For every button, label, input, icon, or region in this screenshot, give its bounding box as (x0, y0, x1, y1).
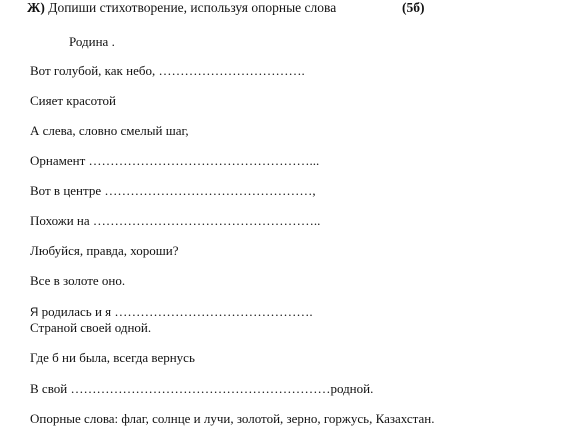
poem-line-2: Сияет красотой (30, 93, 116, 108)
poem-line-9-prefix: Я (30, 307, 39, 319)
poem-line-5: Вот в центре …………………………………………, (30, 183, 316, 198)
poem-title: Родина . (69, 34, 115, 49)
task-heading (27, 0, 336, 15)
poem-line-9-text: родилась и я ………………………………………. (41, 304, 313, 319)
support-words-line (30, 411, 434, 426)
poem-line-7: Любуйся, правда, хороши? (30, 243, 179, 258)
task-marker: Ж) (27, 0, 45, 15)
poem-line-9 (30, 304, 313, 321)
poem-line-6: Похожи на …………………………………………….. (30, 213, 321, 228)
poem-line-11: Где б ни была, всегда вернусь (30, 350, 195, 365)
task-points: (5б) (402, 0, 425, 15)
support-words-label: Опорные слова: (30, 411, 119, 426)
poem-line-1: Вот голубой, как небо, ……………………………. (30, 63, 305, 78)
poem-line-10: Страной своей одной. (30, 320, 152, 335)
poem-line-3: А слева, словно смелый шаг, (30, 123, 189, 138)
support-words-list: флаг, солнце и лучи, золотой, зерно, горжусь, Казахстан. (121, 411, 435, 426)
poem-line-8: Все в золоте оно. (30, 273, 126, 288)
poem-line-4: Орнамент ……………………………………………... (30, 153, 320, 168)
poem-line-12: В свой ……………………………………………………родной. (30, 381, 374, 396)
task-instruction: Допиши стихотворение, используя опорные слова (48, 0, 337, 15)
